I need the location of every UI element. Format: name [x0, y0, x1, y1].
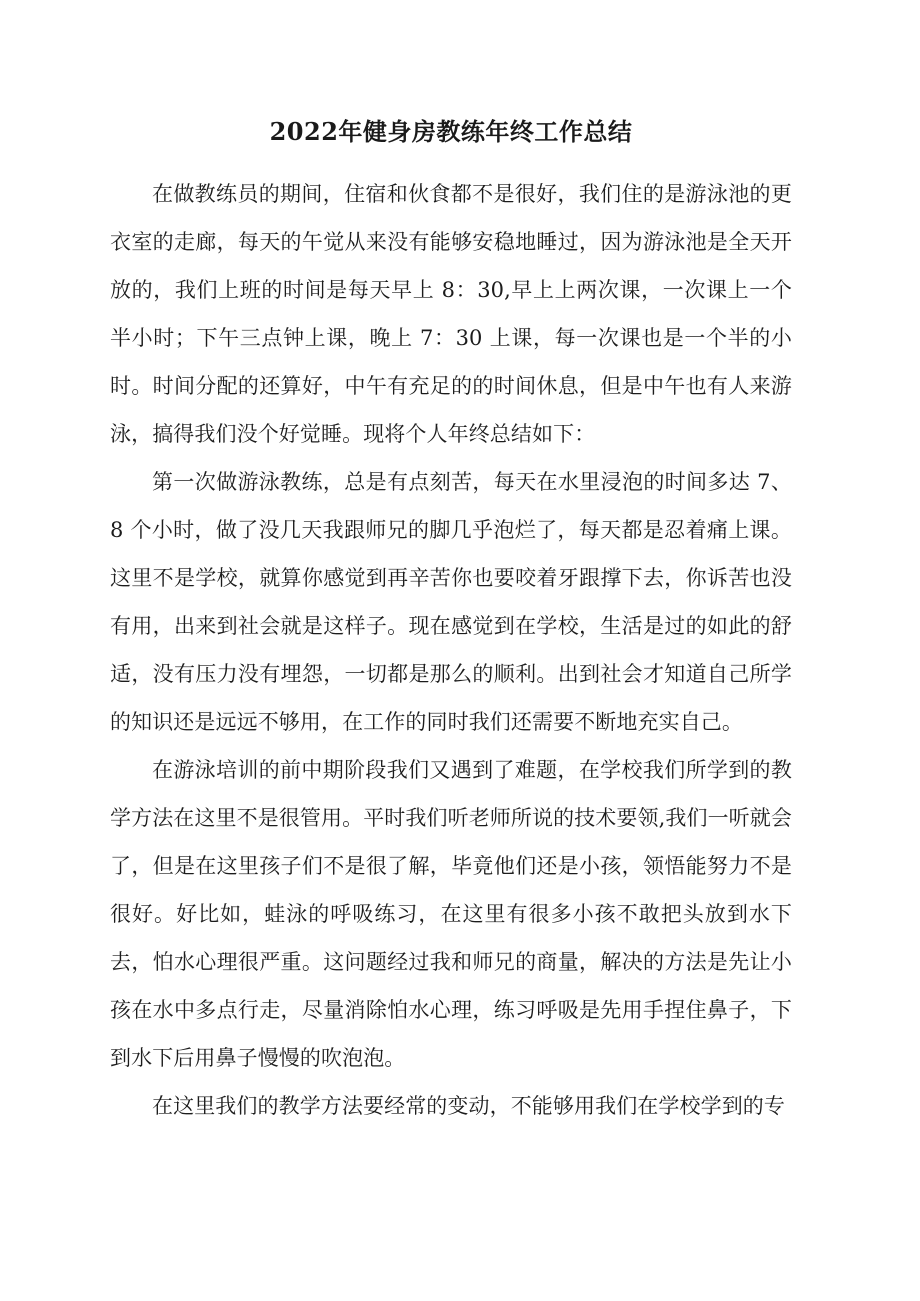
body-paragraph-2: 第一次做游泳教练，总是有点刻苦，每天在水里浸泡的时间多达 7、8 个小时，做了没几天我跟师兄的脚几乎泡烂了，每天都是忍着痛上课。这里不是学校，就算你感觉到再辛苦你也要咬着牙跟撑下去，你诉苦也没有用，出来到社会就是这样子。现在感觉到在学校，生活是过的如此的舒适，没有压力没有埋怨，一切都是那么的顺利。出到社会才知道自己所学的知识还是远远不够用，在工作的同时我们还需要不断地充实自己。 — [110, 470, 792, 734]
document-text-column — [110, 0, 792, 1130]
body-paragraph-3: 在游泳培训的前中期阶段我们又遇到了难题，在学校我们所学到的教学方法在这里不是很管用。平时我们听老师所说的技术要领,我们一听就会了，但是在这里孩子们不是很了解，毕竟他们还是小孩，领悟能努力不是很好。好比如，蛙泳的呼吸练习，在这里有很多小孩不敢把头放到水下去，怕水心理很严重。这问题经过我和师兄的商量，解决的方法是先让小孩在水中多点行走，尽量消除怕水心理，练习呼吸是先用手捏住鼻子，下到水下后用鼻子慢慢的吹泡泡。 — [110, 758, 792, 1070]
page-title: 2022年健身房教练年终工作总结 — [269, 117, 633, 146]
body-paragraph-1: 在做教练员的期间，住宿和伙食都不是很好，我们住的是游泳池的更衣室的走廊，每天的午觉从来没有能够安稳地睡过，因为游泳池是全天开放的，我们上班的时间是每天早上 8：30,早上上两次课，一次课上一个半小时；下午三点钟上课，晚上 7：30 上课，每一次课也是一个半的小时。时间分配的还算好，中午有充足的的时间休息，但是中午也有人来游泳，搞得我们没个好觉睡。现将个人年终总结如下： — [110, 182, 792, 446]
body-paragraph-4: 在这里我们的教学方法要经常的变动，不能够用我们在学校学到的专 — [152, 1094, 785, 1118]
